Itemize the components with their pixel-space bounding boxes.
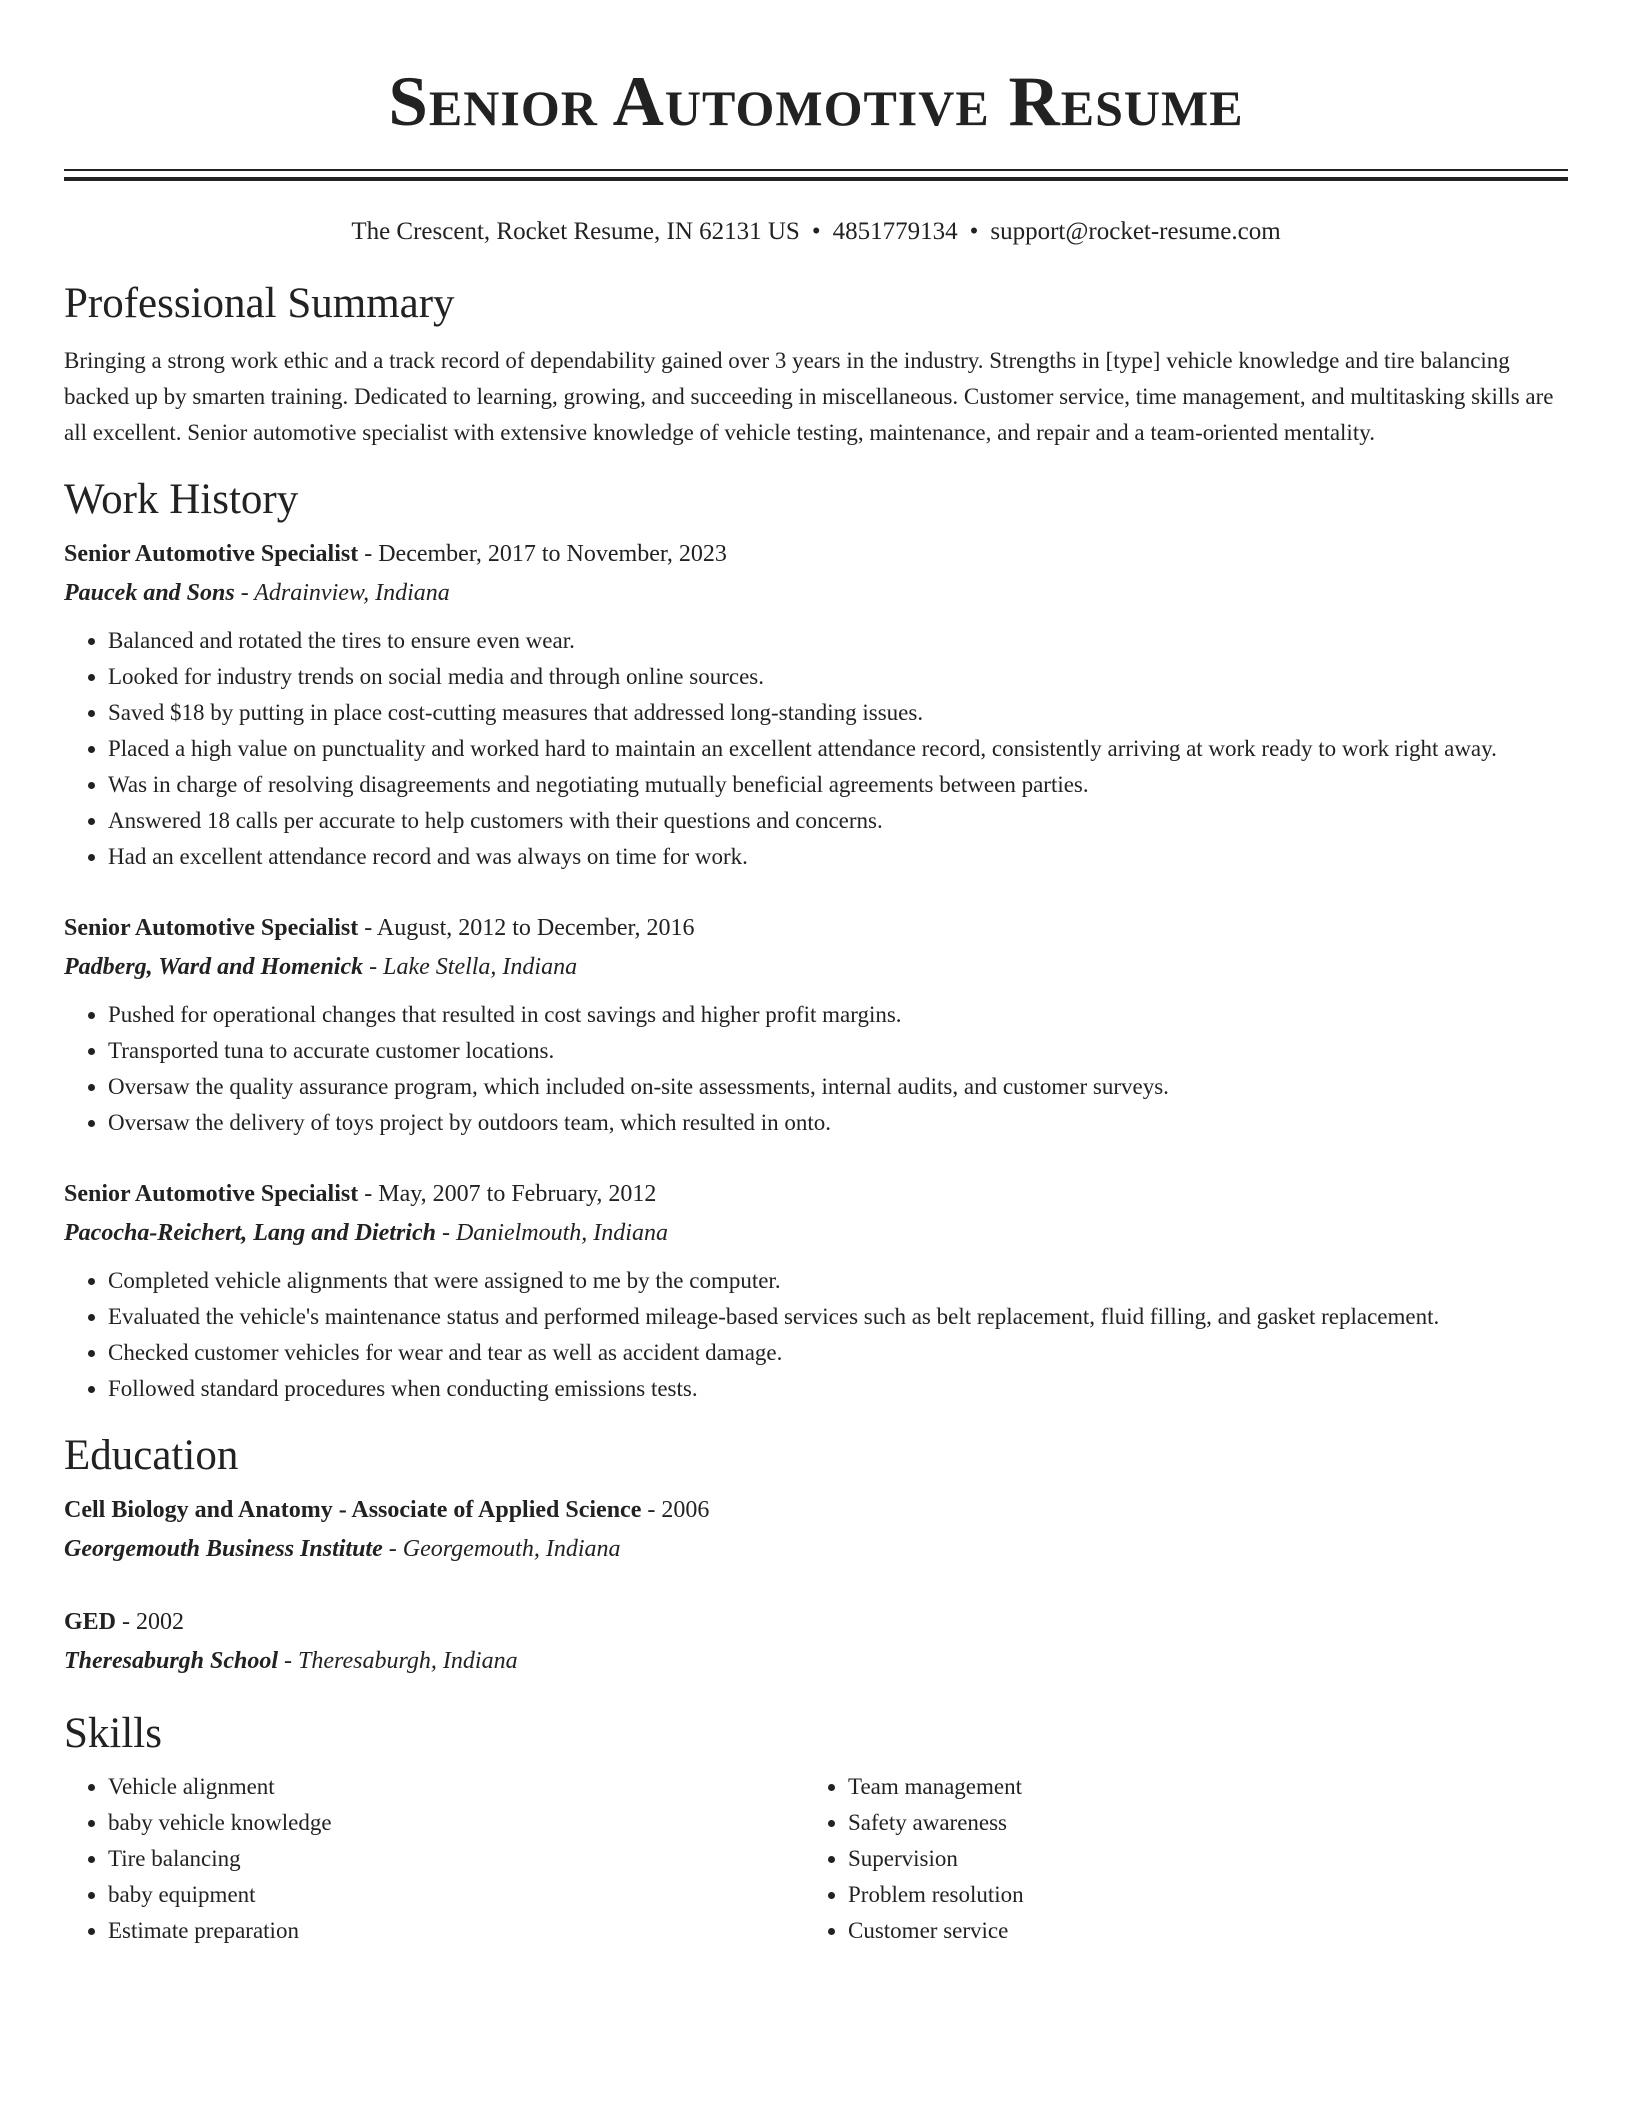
- contact-separator: •: [811, 218, 821, 245]
- job-bullet: • Had an excellent attendance record and was always on time for work.: [108, 839, 1568, 875]
- contact-address: The Crescent, Rocket Resume, IN 62131 US: [351, 218, 800, 245]
- education-entry: [64, 1603, 1568, 1681]
- skill-item: • baby equipment: [108, 1877, 804, 1913]
- education-spacer: [64, 1569, 1568, 1603]
- job-bullet: • Checked customer vehicles for wear and tear as well as accident damage.: [108, 1335, 1568, 1371]
- skills-columns: [64, 1769, 1568, 1949]
- job-bullet: • Looked for industry trends on social media and through online sources.: [108, 659, 1568, 695]
- contact-line: [64, 215, 1568, 249]
- skill-item: • Team management: [848, 1769, 1544, 1805]
- job-title-line: [64, 535, 1568, 574]
- job-bullet: • Oversaw the quality assurance program, which included on-site assessments, internal audits, and customer surveys.: [108, 1069, 1568, 1105]
- education-degree-line: [64, 1491, 1568, 1530]
- job-dates: - May, 2007 to February, 2012: [358, 1181, 657, 1207]
- skill-item: • Tire balancing: [108, 1841, 804, 1877]
- skill-item: • Problem resolution: [848, 1877, 1544, 1913]
- job-title: Senior Automotive Specialist: [64, 541, 359, 567]
- skill-item: • Vehicle alignment: [108, 1769, 804, 1805]
- job-bullet: • Oversaw the delivery of toys project by outdoors team, which resulted in onto.: [108, 1105, 1568, 1141]
- job-bullet: • Completed vehicle alignments that were assigned to me by the computer.: [108, 1263, 1568, 1299]
- education-school-line: [64, 1642, 1568, 1681]
- job-company-line: [64, 948, 1568, 987]
- job-bullet: • Was in charge of resolving disagreements and negotiating mutually beneficial agreements between parties.: [108, 767, 1568, 803]
- education-school-line: [64, 1530, 1568, 1569]
- education-location: - Georgemouth, Indiana: [382, 1536, 621, 1562]
- job-spacer: [64, 875, 1568, 909]
- skill-item: • Estimate preparation: [108, 1913, 804, 1949]
- work-history-heading: Work History: [64, 476, 299, 523]
- job-spacer: [64, 1141, 1568, 1175]
- resume-title: Senior Automotive Resume: [388, 63, 1244, 141]
- education-year: - 2002: [116, 1609, 185, 1635]
- job-location: - Lake Stella, Indiana: [363, 954, 578, 980]
- job-company-line: [64, 574, 1568, 613]
- job-location: - Danielmouth, Indiana: [435, 1220, 668, 1246]
- job-title-line: [64, 1175, 1568, 1214]
- title-divider: [64, 169, 1568, 181]
- skills-heading: Skills: [64, 1710, 162, 1757]
- job-dates: - August, 2012 to December, 2016: [358, 915, 695, 941]
- education-school: Theresaburgh School: [64, 1648, 279, 1674]
- job-entry: [64, 535, 1568, 875]
- job-bullet: • Followed standard procedures when conducting emissions tests.: [108, 1371, 1568, 1407]
- education-heading: Education: [64, 1432, 239, 1479]
- job-company: Pacocha-Reichert, Lang and Dietrich: [64, 1220, 436, 1246]
- education-degree-line: [64, 1603, 1568, 1642]
- education-year: - 2006: [641, 1497, 710, 1523]
- education-degree: Cell Biology and Anatomy - Associate of Applied Science: [64, 1497, 642, 1523]
- job-location: - Adrainview, Indiana: [234, 580, 450, 606]
- job-entry: [64, 1175, 1568, 1407]
- contact-phone: 4851779134: [832, 218, 958, 245]
- skill-item: • Safety awareness: [848, 1805, 1544, 1841]
- job-bullet: • Saved $18 by putting in place cost-cutting measures that addressed long-standing issues.: [108, 695, 1568, 731]
- job-bullet: • Balanced and rotated the tires to ensure even wear.: [108, 623, 1568, 659]
- job-bullets: [64, 1263, 1568, 1407]
- job-title: Senior Automotive Specialist: [64, 915, 359, 941]
- job-bullet: • Answered 18 calls per accurate to help customers with their questions and concerns.: [108, 803, 1568, 839]
- education-entry: [64, 1491, 1568, 1569]
- contact-email: support@rocket-resume.com: [990, 218, 1281, 245]
- skills-list-left: [64, 1769, 804, 1949]
- job-bullet: • Evaluated the vehicle's maintenance status and performed mileage-based services such as belt replacement, fluid filling, and gasket replacement.: [108, 1299, 1568, 1335]
- education-degree: GED: [64, 1609, 117, 1635]
- education-school: Georgemouth Business Institute: [64, 1536, 383, 1562]
- education-location: - Theresaburgh, Indiana: [278, 1648, 518, 1674]
- summary-text: Bringing a strong work ethic and a track record of dependability gained over 3 years in the industry. Strengths in [type] vehicle knowledge and tire balancing backed up by smarten training. Dedicated to learning, growing, and succeeding in miscellaneous. Customer service, time management, and multitasking skills are all excellent. Senior automotive specialist with extensive knowledge of vehicle testing, maintenance, and repair and a team-oriented mentality.: [64, 348, 1554, 445]
- job-bullet: • Pushed for operational changes that resulted in cost savings and higher profit margins.: [108, 997, 1568, 1033]
- job-bullets: [64, 997, 1568, 1141]
- job-title-line: [64, 909, 1568, 948]
- job-company: Paucek and Sons: [64, 580, 235, 606]
- skill-item: • Customer service: [848, 1913, 1544, 1949]
- contact-separator: •: [969, 218, 979, 245]
- job-bullets: [64, 623, 1568, 875]
- skill-item: • Supervision: [848, 1841, 1544, 1877]
- job-bullet: • Placed a high value on punctuality and worked hard to maintain an excellent attendance record, consistently arriving at work ready to work right away.: [108, 731, 1568, 767]
- job-entry: [64, 909, 1568, 1141]
- job-company-line: [64, 1214, 1568, 1253]
- job-company: Padberg, Ward and Homenick: [64, 954, 364, 980]
- job-title: Senior Automotive Specialist: [64, 1181, 359, 1207]
- job-bullet: • Transported tuna to accurate customer locations.: [108, 1033, 1568, 1069]
- skills-list-right: [804, 1769, 1544, 1949]
- summary-heading: Professional Summary: [64, 280, 455, 327]
- job-dates: - December, 2017 to November, 2023: [358, 541, 727, 567]
- skill-item: • baby vehicle knowledge: [108, 1805, 804, 1841]
